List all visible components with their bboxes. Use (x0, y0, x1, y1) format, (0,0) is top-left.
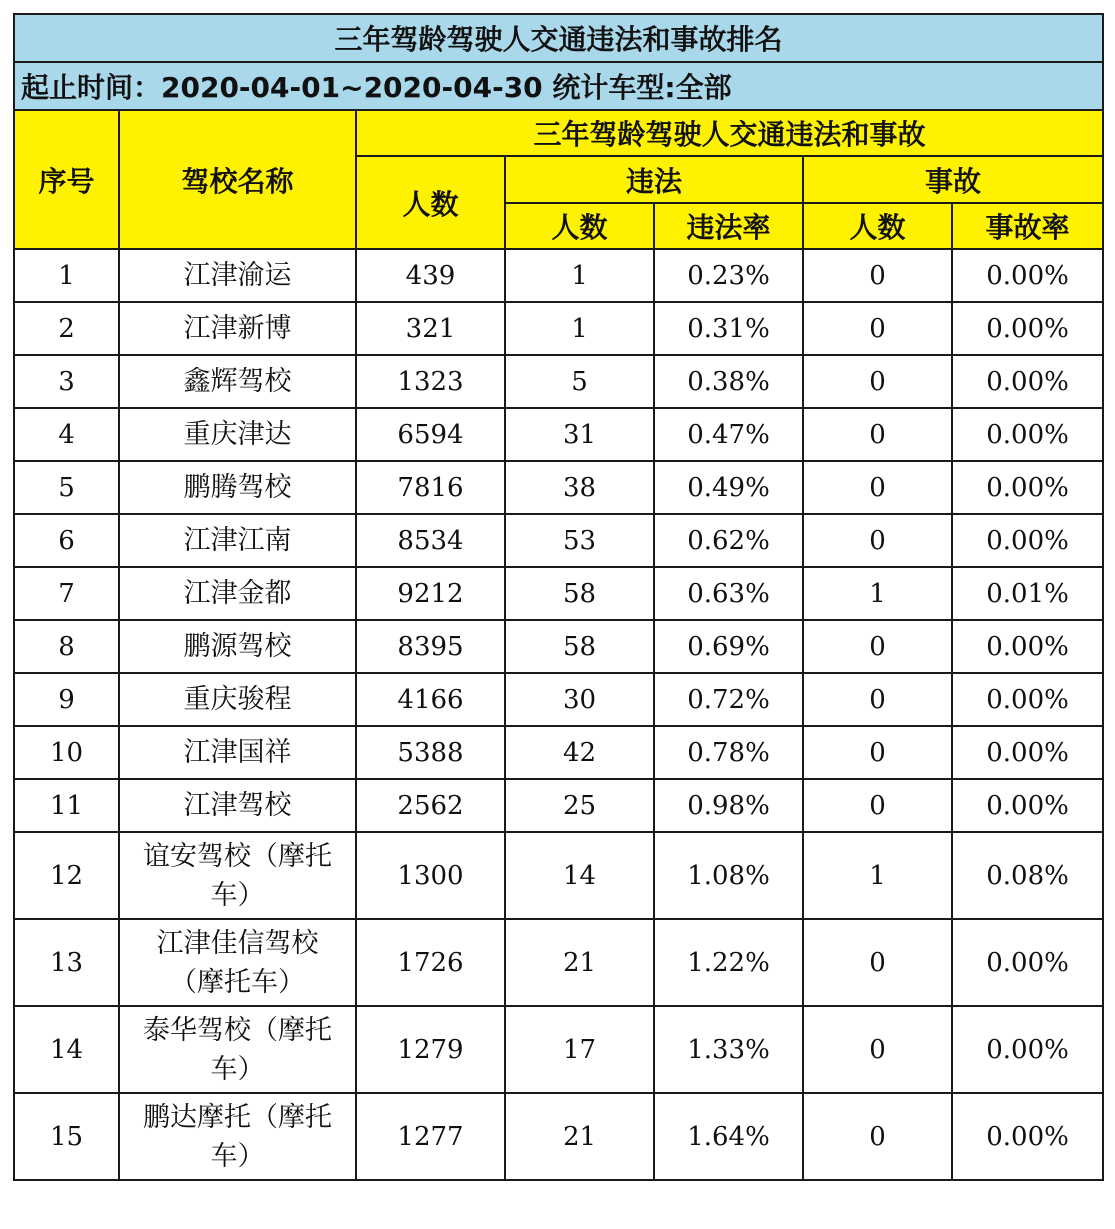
cell-seq: 12 (14, 832, 119, 919)
school-name-text: 鹏腾驾校 (183, 472, 292, 503)
cell-violation-count: 21 (505, 1093, 654, 1180)
cell-accident-count: 0 (803, 1006, 952, 1093)
table-title: 三年驾龄驾驶人交通违法和事故排名 (14, 14, 1103, 62)
cell-accident-rate: 0.01% (952, 567, 1103, 620)
cell-accident-count: 1 (803, 832, 952, 919)
cell-accident-rate: 0.00% (952, 355, 1103, 408)
table-row (14, 779, 1103, 832)
cell-accident-rate: 0.00% (952, 514, 1103, 567)
school-name-text: 江津渝运 (183, 260, 292, 291)
cell-driver-count: 321 (356, 302, 505, 355)
table-row (14, 673, 1103, 726)
cell-accident-count: 0 (803, 302, 952, 355)
cell-accident-rate: 0.00% (952, 673, 1103, 726)
cell-accident-rate: 0.00% (952, 461, 1103, 514)
cell-seq: 9 (14, 673, 119, 726)
cell-violation-count: 1 (505, 302, 654, 355)
header-accident-rate: 事故率 (952, 203, 1103, 249)
cell-violation-count: 30 (505, 673, 654, 726)
cell-violation-rate: 0.49% (654, 461, 803, 514)
header-seq: 序号 (14, 110, 119, 249)
cell-seq: 14 (14, 1006, 119, 1093)
cell-school-name (119, 355, 356, 408)
cell-violation-rate: 0.78% (654, 726, 803, 779)
cell-violation-rate: 1.08% (654, 832, 803, 919)
cell-school-name (119, 673, 356, 726)
cell-accident-count: 0 (803, 514, 952, 567)
header-accident-count: 人数 (803, 203, 952, 249)
cell-driver-count: 8534 (356, 514, 505, 567)
school-name-text: 江津新博 (183, 313, 292, 344)
cell-driver-count: 9212 (356, 567, 505, 620)
school-name-text: 谊安驾校（摩托车） (143, 840, 332, 911)
cell-seq: 2 (14, 302, 119, 355)
header-violation-rate: 违法率 (654, 203, 803, 249)
cell-violation-count: 58 (505, 620, 654, 673)
cell-school-name (119, 1093, 356, 1180)
table-row (14, 726, 1103, 779)
school-name-text: 江津江南 (183, 525, 292, 556)
date-range-info: 起止时间：2020-04-01~2020-04-30 统计车型:全部 (14, 62, 1103, 110)
cell-violation-count: 1 (505, 249, 654, 302)
school-name-text: 泰华驾校（摩托车） (143, 1014, 332, 1085)
cell-violation-count: 42 (505, 726, 654, 779)
cell-violation-count: 53 (505, 514, 654, 567)
header-violation: 违法 (505, 156, 803, 203)
school-name-text: 重庆津达 (183, 419, 292, 450)
school-name-text: 鹏达摩托（摩托车） (143, 1101, 332, 1172)
table-row (14, 514, 1103, 567)
cell-driver-count: 1277 (356, 1093, 505, 1180)
cell-accident-rate: 0.00% (952, 1093, 1103, 1180)
school-name-text: 鹏源驾校 (183, 631, 292, 662)
cell-school-name (119, 408, 356, 461)
cell-violation-count: 5 (505, 355, 654, 408)
cell-school-name (119, 726, 356, 779)
cell-driver-count: 2562 (356, 779, 505, 832)
ranking-table-container (13, 13, 1104, 1181)
cell-violation-rate: 0.69% (654, 620, 803, 673)
cell-driver-count: 5388 (356, 726, 505, 779)
school-name-text: 重庆骏程 (183, 684, 292, 715)
cell-violation-rate: 0.23% (654, 249, 803, 302)
cell-accident-count: 0 (803, 249, 952, 302)
cell-school-name (119, 514, 356, 567)
school-name-text: 江津佳信驾校（摩托车） (156, 927, 319, 998)
header-violation-count: 人数 (505, 203, 654, 249)
cell-seq: 3 (14, 355, 119, 408)
header-group: 三年驾龄驾驶人交通违法和事故 (356, 110, 1103, 156)
cell-accident-rate: 0.00% (952, 726, 1103, 779)
cell-driver-count: 7816 (356, 461, 505, 514)
cell-seq: 8 (14, 620, 119, 673)
cell-accident-count: 0 (803, 355, 952, 408)
cell-violation-rate: 0.72% (654, 673, 803, 726)
cell-driver-count: 1726 (356, 919, 505, 1006)
cell-seq: 1 (14, 249, 119, 302)
cell-violation-count: 38 (505, 461, 654, 514)
cell-violation-count: 17 (505, 1006, 654, 1093)
cell-school-name (119, 620, 356, 673)
table-row (14, 1006, 1103, 1093)
cell-school-name (119, 832, 356, 919)
cell-school-name (119, 919, 356, 1006)
cell-school-name (119, 567, 356, 620)
cell-school-name (119, 461, 356, 514)
cell-driver-count: 6594 (356, 408, 505, 461)
table-row (14, 302, 1103, 355)
cell-school-name (119, 302, 356, 355)
cell-seq: 11 (14, 779, 119, 832)
cell-accident-rate: 0.00% (952, 779, 1103, 832)
cell-driver-count: 1279 (356, 1006, 505, 1093)
table-row (14, 620, 1103, 673)
cell-violation-count: 21 (505, 919, 654, 1006)
ranking-table (13, 13, 1104, 1181)
cell-seq: 13 (14, 919, 119, 1006)
table-row (14, 1093, 1103, 1180)
cell-accident-rate: 0.00% (952, 620, 1103, 673)
cell-violation-count: 14 (505, 832, 654, 919)
cell-accident-rate: 0.00% (952, 302, 1103, 355)
school-name-text: 江津国祥 (183, 737, 292, 768)
school-name-text: 江津驾校 (183, 790, 292, 821)
cell-violation-rate: 0.38% (654, 355, 803, 408)
cell-school-name (119, 779, 356, 832)
cell-accident-rate: 0.00% (952, 249, 1103, 302)
cell-violation-rate: 1.33% (654, 1006, 803, 1093)
table-row (14, 408, 1103, 461)
cell-school-name (119, 249, 356, 302)
cell-accident-rate: 0.08% (952, 832, 1103, 919)
cell-accident-count: 0 (803, 726, 952, 779)
table-row (14, 249, 1103, 302)
school-name-text: 鑫辉驾校 (183, 366, 292, 397)
cell-seq: 4 (14, 408, 119, 461)
cell-driver-count: 439 (356, 249, 505, 302)
school-name-text: 江津金都 (183, 578, 292, 609)
cell-violation-rate: 0.63% (654, 567, 803, 620)
cell-violation-rate: 1.22% (654, 919, 803, 1006)
cell-seq: 5 (14, 461, 119, 514)
cell-violation-rate: 0.62% (654, 514, 803, 567)
cell-driver-count: 8395 (356, 620, 505, 673)
cell-accident-count: 0 (803, 461, 952, 514)
cell-violation-count: 31 (505, 408, 654, 461)
cell-violation-rate: 0.47% (654, 408, 803, 461)
table-row (14, 919, 1103, 1006)
cell-accident-count: 0 (803, 408, 952, 461)
cell-school-name (119, 1006, 356, 1093)
table-row (14, 355, 1103, 408)
cell-accident-rate: 0.00% (952, 1006, 1103, 1093)
cell-violation-rate: 0.98% (654, 779, 803, 832)
cell-accident-count: 0 (803, 1093, 952, 1180)
table-row (14, 832, 1103, 919)
table-row (14, 461, 1103, 514)
cell-driver-count: 1300 (356, 832, 505, 919)
header-accident: 事故 (803, 156, 1103, 203)
cell-accident-rate: 0.00% (952, 919, 1103, 1006)
cell-accident-count: 1 (803, 567, 952, 620)
cell-violation-rate: 1.64% (654, 1093, 803, 1180)
cell-driver-count: 4166 (356, 673, 505, 726)
cell-violation-rate: 0.31% (654, 302, 803, 355)
cell-accident-count: 0 (803, 779, 952, 832)
cell-driver-count: 1323 (356, 355, 505, 408)
cell-accident-count: 0 (803, 673, 952, 726)
cell-accident-count: 0 (803, 919, 952, 1006)
cell-seq: 7 (14, 567, 119, 620)
cell-seq: 10 (14, 726, 119, 779)
cell-accident-count: 0 (803, 620, 952, 673)
header-driver-count: 人数 (356, 156, 505, 249)
cell-violation-count: 25 (505, 779, 654, 832)
cell-seq: 6 (14, 514, 119, 567)
table-row (14, 567, 1103, 620)
cell-violation-count: 58 (505, 567, 654, 620)
header-school-name: 驾校名称 (119, 110, 356, 249)
cell-accident-rate: 0.00% (952, 408, 1103, 461)
cell-seq: 15 (14, 1093, 119, 1180)
